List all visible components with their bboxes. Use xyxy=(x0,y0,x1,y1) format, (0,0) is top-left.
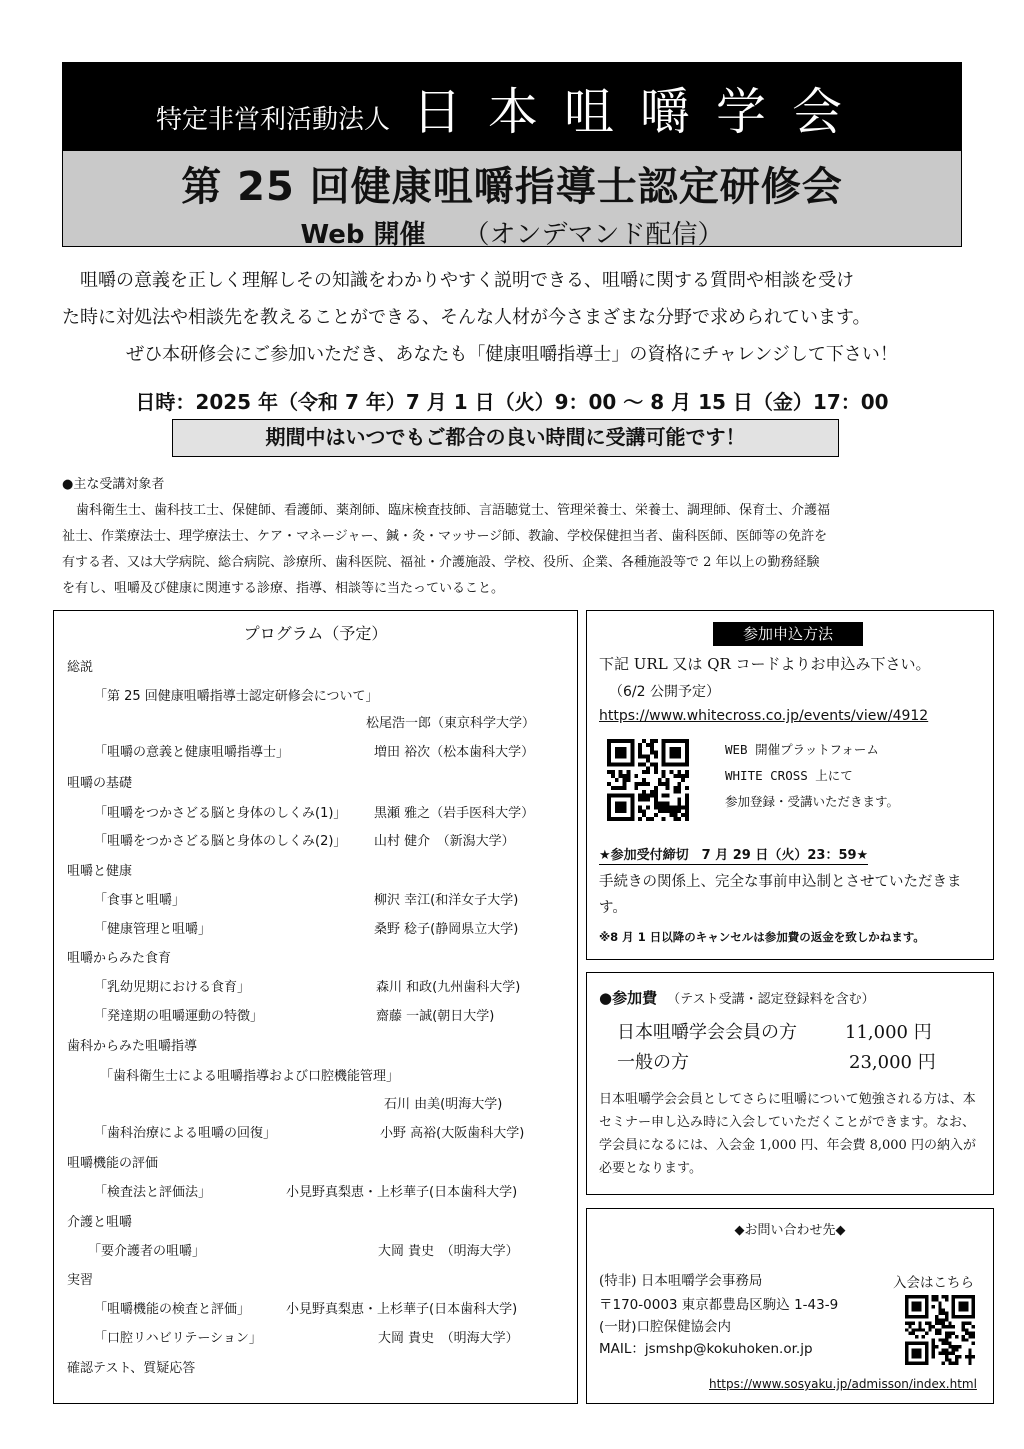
program-section: 実習 xyxy=(67,1273,94,1288)
target-line: 祉士、作業療法士、理学療法士、ケア・マネージャー、鍼・灸・マッサージ師、教諭、学校保健担当者、歯科医師、医師等の免許を xyxy=(62,529,828,544)
program-speaker: 小見野真梨恵・上杉華子(日本歯科大学) xyxy=(286,1302,518,1317)
program-speaker: 森川 和政(九州歯科大学) xyxy=(376,980,521,995)
application-instruction: 下記 URL 又は QR コードよりお申込み下さい。 xyxy=(599,655,931,673)
program-title: プログラム（予定） xyxy=(243,624,388,643)
application-url-link[interactable]: https://www.whitecross.co.jp/events/view/4912 xyxy=(599,708,929,724)
application-release-date: （6/2 公開予定） xyxy=(609,684,720,700)
program-talk-title: 「発達期の咀嚼運動の特徴」 xyxy=(94,1009,264,1024)
intro-text xyxy=(62,262,962,373)
application-deadline: ★参加受付締切 7 月 29 日（火）23：59★ xyxy=(599,844,868,865)
title-banner xyxy=(62,150,962,250)
advance-registration-note: 手続きの関係上、完全な事前申込制とさせていただきます。 xyxy=(599,874,962,916)
program-speaker: 増田 裕次（松本歯科大学） xyxy=(374,745,535,760)
membership-note: 日本咀嚼学会会員としてさらに咀嚼について勉強される方は、本セミナー申し込み時に入会していただくことができます。なお、学会員になるには、入会金 1,000 円、年会費 8,000 円の納入が必要となります。 xyxy=(599,1092,976,1176)
header-banner xyxy=(62,62,962,150)
fee-box xyxy=(586,972,994,1195)
program-speaker: 齋藤 一誠(朝日大学) xyxy=(376,1009,495,1024)
target-audience xyxy=(62,472,967,602)
page-title: 第 25 回健康咀嚼指導士認定研修会 xyxy=(181,164,843,210)
intro-line: ぜひ本研修会にご参加いただき、あなたも「健康咀嚼指導士」の資格にチャレンジして下さい！ xyxy=(126,344,898,365)
platform-info xyxy=(725,737,899,815)
fee-heading-label: ●参加費 xyxy=(599,989,658,1007)
target-line: 有する者、又は大学病院、総合病院、診療所、歯科医院、福祉・介護施設、学校、役所、企業、各種施設等で 2 年以上の勤務経験 xyxy=(62,555,820,570)
platform-line: WHITE CROSS 上にて xyxy=(725,768,853,783)
intro-line: 咀嚼の意義を正しく理解しその知識をわかりやすく説明できる、咀嚼に関する質問や相談を受け xyxy=(80,270,854,291)
target-line: 歯科衛生士、歯科技工士、保健師、看護師、薬剤師、臨床検査技師、言語聴覚士、管理栄養士、栄養士、調理師、保育士、介護福 xyxy=(76,503,831,518)
contact-address: 〒170-0003 東京都豊島区駒込 1-43-9 xyxy=(599,1297,839,1313)
program-section: 介護と咀嚼 xyxy=(67,1215,133,1230)
program-talk-title: 「咀嚼の意義と健康咀嚼指導士」 xyxy=(94,745,290,760)
program-talk-title: 「乳幼児期における食育」 xyxy=(94,980,251,995)
program-section: 確認テスト、質疑応答 xyxy=(67,1361,196,1376)
page-subtitle xyxy=(63,214,961,251)
program-speaker: 石川 由美(明海大学) xyxy=(384,1097,503,1112)
society-name: 日本咀嚼学会 xyxy=(412,83,868,141)
program-speaker: 山村 健介 （新潟大学） xyxy=(374,834,515,849)
contact-office: (特非) 日本咀嚼学会事務局 xyxy=(599,1273,763,1289)
program-speaker: 小野 高裕(大阪歯科大学) xyxy=(380,1126,525,1141)
program-talk-title: 「食事と咀嚼」 xyxy=(94,893,186,908)
target-heading: ●主な受講対象者 xyxy=(62,477,165,492)
program-speaker: 桑野 稔子(静岡県立大学) xyxy=(374,922,519,937)
subtitle-web: Web 開催 xyxy=(300,220,426,250)
program-speaker: 大岡 貴史 （明海大学） xyxy=(378,1331,519,1346)
program-talk-title: 「咀嚼をつかさどる脳と身体のしくみ(1)」 xyxy=(94,806,347,821)
platform-line: 参加登録・受講いただきます。 xyxy=(725,794,900,809)
program-section: 咀嚼の基礎 xyxy=(67,776,133,791)
contact-org: (一財)口腔保健協会内 xyxy=(599,1319,732,1335)
program-section: 総説 xyxy=(67,660,94,675)
cancellation-note: ※8 月 1 日以降のキャンセルは参加費の返金を致しかねます。 xyxy=(599,930,925,944)
program-talk-title: 「健康管理と咀嚼」 xyxy=(94,922,212,937)
program-box xyxy=(53,610,578,1404)
target-line: を有し、咀嚼及び健康に関連する診療、指導、相談等に当たっていること。 xyxy=(62,581,505,596)
fee-member-label: 日本咀嚼学会会員の方 xyxy=(617,1022,797,1043)
program-talk-title: 「咀嚼機能の検査と評価」 xyxy=(94,1302,251,1317)
fee-general-amount: 23,000 円 xyxy=(849,1052,936,1073)
program-speaker: 小見野真梨恵・上杉華子(日本歯科大学) xyxy=(286,1185,518,1200)
program-speaker: 黒瀬 雅之（岩手医科大学） xyxy=(374,806,535,821)
program-talk-title: 「歯科衛生士による咀嚼指導および口腔機能管理」 xyxy=(100,1069,400,1084)
join-label: 入会はこちら xyxy=(893,1275,974,1291)
npo-label: 特定非営利活動法人 xyxy=(155,105,390,135)
program-speaker: 大岡 貴史 （明海大学） xyxy=(378,1244,519,1259)
fee-heading xyxy=(599,987,875,1008)
schedule-datetime: 日時：2025 年（令和 7 年）7 月 1 日（火）9：00 〜 8 月 15 日（金）17：00 xyxy=(135,390,889,414)
program-section: 咀嚼機能の評価 xyxy=(67,1156,159,1171)
program-talk-title: 「第 25 回健康咀嚼指導士認定研修会について」 xyxy=(94,689,379,704)
contact-box xyxy=(586,1208,994,1404)
program-section: 咀嚼と健康 xyxy=(67,864,133,879)
program-talk-title: 「咀嚼をつかさどる脳と身体のしくみ(2)」 xyxy=(94,834,347,849)
program-talk-title: 「歯科治療による咀嚼の回復」 xyxy=(94,1126,277,1141)
platform-line: WEB 開催プラットフォーム xyxy=(725,742,879,757)
contact-mail[interactable]: MAIL：jsmshp@kokuhoken.or.jp xyxy=(599,1341,813,1357)
program-speaker: 柳沢 幸江(和洋女子大学) xyxy=(374,893,519,908)
program-talk-title: 「口腔リハビリテーション」 xyxy=(94,1331,262,1346)
join-qr-code[interactable] xyxy=(905,1295,975,1369)
application-qr-code[interactable] xyxy=(607,739,689,825)
anytime-banner: 期間中はいつでもご都合の良い時間に受講可能です！ xyxy=(172,419,839,457)
program-section: 歯科からみた咀嚼指導 xyxy=(67,1039,198,1054)
subtitle-ondemand: （オンデマンド配信） xyxy=(463,220,724,250)
intro-line: た時に対処法や相談先を教えることができる、そんな人材が今さまざまな分野で求められています。 xyxy=(62,307,871,328)
contact-heading: ◆お問い合わせ先◆ xyxy=(734,1223,846,1238)
fee-member-amount: 11,000 円 xyxy=(845,1022,932,1043)
fee-heading-note: （テスト受講・認定登録料を含む） xyxy=(667,992,875,1007)
application-title: 参加申込方法 xyxy=(713,622,863,646)
program-talk-title: 「要介護者の咀嚼」 xyxy=(88,1244,206,1259)
program-section: 咀嚼からみた食育 xyxy=(67,951,172,966)
join-url-link[interactable]: https://www.sosyaku.jp/admisson/index.html xyxy=(709,1377,977,1391)
application-box xyxy=(586,610,994,960)
program-talk-title: 「検査法と評価法」 xyxy=(94,1185,212,1200)
fee-general-label: 一般の方 xyxy=(617,1052,689,1073)
program-speaker: 松尾浩一郎（東京科学大学） xyxy=(366,716,536,731)
